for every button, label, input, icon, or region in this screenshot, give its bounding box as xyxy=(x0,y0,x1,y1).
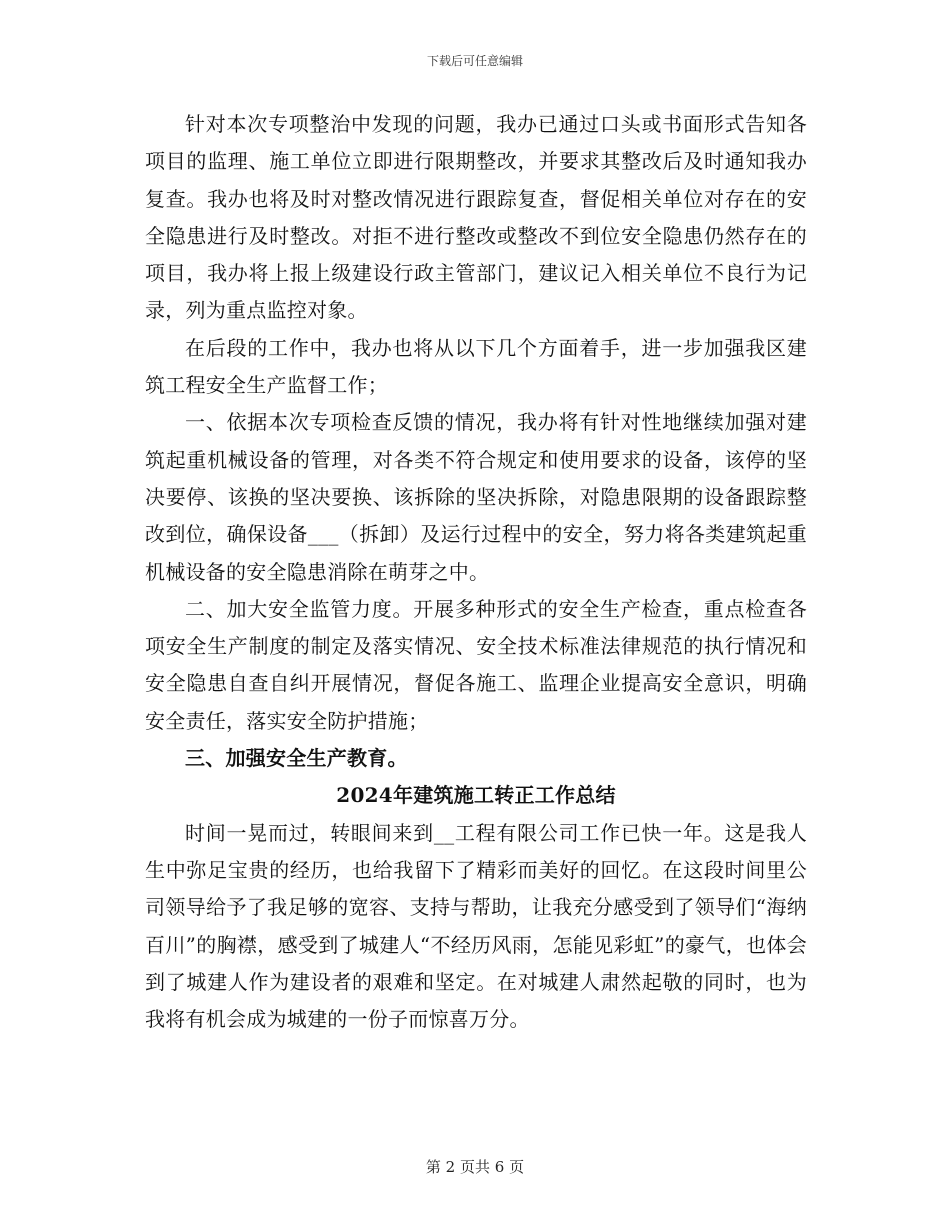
page-number: 第 2 页共 6 页 xyxy=(425,1158,525,1176)
paragraph-point-one: 一、依据本次专项检查反馈的情况，我办将有针对性地继续加强对建筑起重机械设备的管理，对各类不符合规定和使用要求的设备，该停的坚决要停、该换的坚决要换、该拆除的坚决拆除，对隐患限期的设备跟踪整改到位，确保设备___（拆卸）及运行过程中的安全，努力将各类建筑起重机械设备的安全隐患消除在萌芽之中。 xyxy=(145,410,807,584)
paragraph-next-steps: 在后段的工作中，我办也将从以下几个方面着手，进一步加强我区建筑工程安全生产监督工作； xyxy=(145,335,807,398)
document-body xyxy=(145,106,807,1038)
page-header: 下载后可任意编辑 xyxy=(426,54,523,68)
paragraph-point-three: 三、加强安全生产教育。 xyxy=(185,746,408,771)
paragraph-summary: 时间一晃而过，转眼间来到__工程有限公司工作已快一年。这是我人生中弥足宝贵的经历，也给我留下了精彩而美好的回忆。在这段时间里公司领导给予了我足够的宽容、支持与帮助，让我充分感受到了领导们“海纳百川”的胸襟，感受到了城建人“不经历风雨，怎能见彩虹”的豪气，也体会到了城建人作为建设者的艰难和坚定。在对城建人肃然起敬的同时，也为我将有机会成为城建的一份子而惊喜万分。 xyxy=(145,820,807,1032)
paragraph-rectification: 针对本次专项整治中发现的问题，我办已通过口头或书面形式告知各项目的监理、施工单位立即进行限期整改，并要求其整改后及时通知我办复查。我办也将及时对整改情况进行跟踪复查，督促相关单位对存在的安全隐患进行及时整改。对拒不进行整改或整改不到位安全隐患仍然存在的项目，我办将上报上级建设行政主管部门，建议记入相关单位不良行为记录，列为重点监控对象。 xyxy=(145,112,807,323)
paragraph-point-two: 二、加大安全监管力度。开展多种形式的安全生产检查，重点检查各项安全生产制度的制定及落实情况、安全技术标准法律规范的执行情况和安全隐患自查自纠开展情况，督促各施工、监理企业提高安全意识，明确安全责任，落实安全防护措施； xyxy=(145,596,807,733)
section-title: 2024年建筑施工转正工作总结 xyxy=(336,783,616,808)
